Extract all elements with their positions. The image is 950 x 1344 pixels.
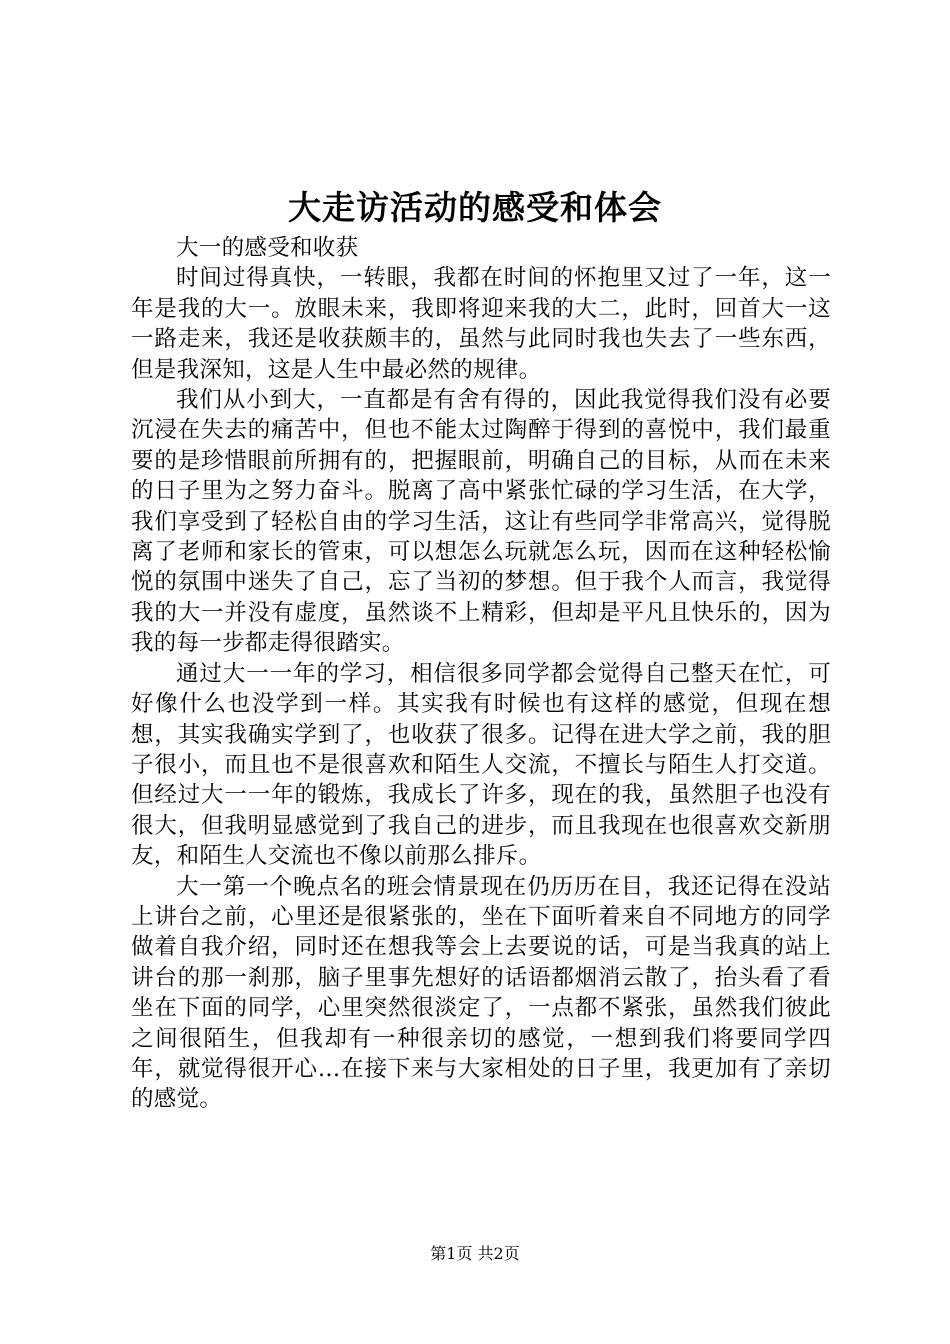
paragraph: 我们从小到大，一直都是有舍有得的，因此我觉得我们没有必要沉浸在失去的痛苦中，但也不能太过陶醉于得到的喜悦中，我们最重要的是珍惜眼前所拥有的，把握眼前，明确自己的目标，从而在未来的日子里为之努力奋斗。脱离了高中紧张忙碌的学习生活，在大学，我们享受到了轻松自由的学习生活，这让有些同学非常高兴，觉得脱离了老师和家长的管束，可以想怎么玩就怎么玩，因而在这种轻松愉悦的氛围中迷失了自己，忘了当初的梦想。但于我个人而言，我觉得我的大一并没有虚度，虽然谈不上精彩，但却是平凡且快乐的，因为我的每一步都走得很踏实。 <box>131 387 831 657</box>
section-heading: 大一的感受和收获 <box>176 235 359 261</box>
paragraph: 通过大一一年的学习，相信很多同学都会觉得自己整天在忙，可好像什么也没学到一样。其实我有时候也有这样的感觉，但现在想想，其实我确实学到了，也收获了很多。记得在进大学之前，我的胆子很小，而且也不是很喜欢和陌生人交流，不擅长与陌生人打交道。但经过大一一年的锻炼，我成长了许多，现在的我，虽然胆子也没有很大，但我明显感觉到了我自己的进步，而且我现在也很喜欢交新朋友，和陌生人交流也不像以前那么排斥。 <box>131 660 831 870</box>
paragraph: 时间过得真快，一转眼，我都在时间的怀抱里又过了一年，这一年是我的大一。放眼未来，我即将迎来我的大二，此时，回首大一这一路走来，我还是收获颇丰的，虽然与此同时我也失去了一些东西，但是我深知，这是人生中最必然的规律。 <box>131 265 831 383</box>
document-title: 大走访活动的感受和体会 <box>288 188 662 227</box>
document-body <box>131 233 831 1115</box>
page-footer: 第1页 共2页 <box>430 1244 520 1263</box>
paragraph: 大一第一个晚点名的班会情景现在仍历历在目，我还记得在没站上讲台之前，心里还是很紧张的，坐在下面听着来自不同地方的同学做着自我介绍，同时还在想我等会上去要说的话，可是当我真的站上讲台的那一刹那，脑子里事先想好的话语都烟消云散了，抬头看了看坐在下面的同学，心里突然很淡定了，一点都不紧张，虽然我们彼此之间很陌生，但我却有一种很亲切的感觉，一想到我们将要同学四年，就觉得很开心…在接下来与大家相处的日子里，我更加有了亲切的感觉。 <box>131 873 831 1113</box>
